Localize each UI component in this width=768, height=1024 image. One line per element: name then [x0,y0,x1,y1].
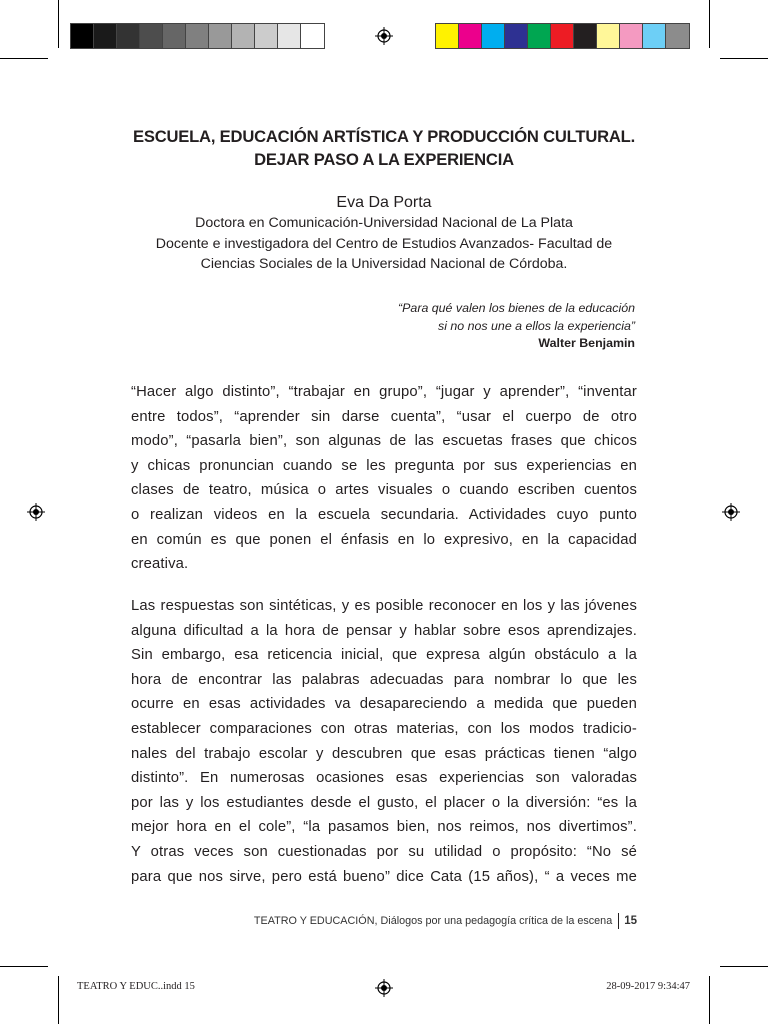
color-swatch [528,24,551,48]
color-swatch [71,24,94,48]
color-bar [435,23,690,49]
text-line: ocurre en esas actividades va desapareciendo a medida que pueden [131,696,637,713]
text-line: establecer comparaciones con otras materias, con los modos tradicio- [131,720,637,737]
slug-timestamp: 28-09-2017 9:34:47 [606,981,690,992]
crop-mark [709,976,710,1024]
text-line: “Hacer algo distinto”, “trabajar en grupo”, “jugar y aprender”, “inventar [131,384,637,400]
color-swatch [186,24,209,48]
crop-mark [720,58,768,59]
text-line: para que nos sirve, pero está bueno” dice Cata (15 años), “ a veces me [131,868,637,885]
epigraph-quote-line: si no nos une a ellos la experiencia” [438,318,635,333]
color-swatch [574,24,597,48]
page-number: 15 [624,915,637,927]
title-line: ESCUELA, EDUCACIÓN ARTÍSTICA Y PRODUCCIÓN CULTURAL. [132,127,636,146]
affiliation-line: Doctora en Comunicación-Universidad Nacional de La Plata [195,215,573,231]
color-swatch [94,24,117,48]
text-line: modo”, “pasarla bien”, son algunas de las escuetas frases que chicos [131,433,637,450]
grayscale-bar [70,23,325,49]
affiliation-line: Ciencias Sociales de la Universidad Nacional de Córdoba. [200,256,568,272]
color-swatch [163,24,186,48]
text-line: distinto”. En numerosas ocasiones esas experiencias son valoradas [131,770,637,787]
color-swatch [117,24,140,48]
title-line: DEJAR PASO A LA EXPERIENCIA [254,150,514,169]
text-line: clases de teatro, música o artes visuales o cuando escriben cuentos [131,482,637,499]
page-footer [254,913,637,929]
text-line: entre todos”, “aprender sin darse cuenta”, “usar el cuerpo de otro [131,408,637,425]
color-swatch [301,24,324,48]
text-line: o realizan videos en la escuela secundaria. Actividades cuyo punto [131,506,637,523]
crop-mark [0,58,48,59]
crop-mark [720,966,768,967]
text-line: y chicas pronuncian cuando se les pregunta por sus experiencias en [131,457,637,474]
footer-divider [618,913,619,929]
epigraph-quote-line: “Para qué valen los bienes de la educación [398,301,635,315]
color-swatch [597,24,620,48]
color-swatch [551,24,574,48]
epigraph [398,300,635,353]
slug-filename: TEATRO Y EDUC..indd 15 [77,981,195,992]
crop-mark [58,0,59,48]
text-line: Las respuestas son sintéticas, y es posible reconocer en los y las jóvenes [131,598,637,614]
text-line: Sin embargo, esa reticencia inicial, que expresa algún obstáculo a la [131,647,637,664]
crop-mark [709,0,710,48]
epigraph-source: Walter Benjamin [538,336,635,350]
color-swatch [505,24,528,48]
crop-mark [0,966,48,967]
color-swatch [482,24,505,48]
running-head: TEATRO Y EDUCACIÓN, Diálogos por una pedagogía crítica de la escena [253,915,613,927]
color-swatch [255,24,278,48]
color-swatch [232,24,255,48]
text-line: nales del trabajo escolar y descubren que esas prácticas tienen “algo [131,745,637,762]
text-line: hora de encontrar las palabras adecuadas para nombrar lo que les [131,671,637,688]
text-line: Y otras veces son cuestionadas por su utilidad o propósito: “No sé [131,843,637,860]
text-line: mejor hora en el cole”, “la pasamos bien, nos reimos, nos divertimos”. [131,819,637,836]
color-swatch [436,24,459,48]
registration-mark-icon [722,503,740,521]
body-paragraph-1 [131,380,637,577]
color-swatch [209,24,232,48]
text-line: creativa. [131,556,189,573]
crop-mark [58,976,59,1024]
body-paragraph-2 [131,594,637,889]
color-swatch [620,24,643,48]
author-affiliation [100,213,668,275]
color-swatch [278,24,301,48]
author-name: Eva Da Porta [336,194,432,211]
affiliation-line: Docente e investigadora del Centro de Estudios Avanzados- Facultad de [155,235,613,252]
color-swatch [140,24,163,48]
text-line: por las y los estudiantes desde el gusto, el placer o la diversión: “es la [131,794,637,811]
text-line: alguna dificultad a la hora de pensar y hablar sobre esos aprendizajes. [131,622,637,639]
registration-mark-icon [375,27,393,45]
registration-mark-icon [375,979,393,997]
text-line: en común es que ponen el énfasis en lo expresivo, en la capacidad [131,531,637,548]
color-swatch [643,24,666,48]
color-swatch [666,24,689,48]
registration-mark-icon [27,503,45,521]
article-title [100,125,668,171]
color-swatch [459,24,482,48]
